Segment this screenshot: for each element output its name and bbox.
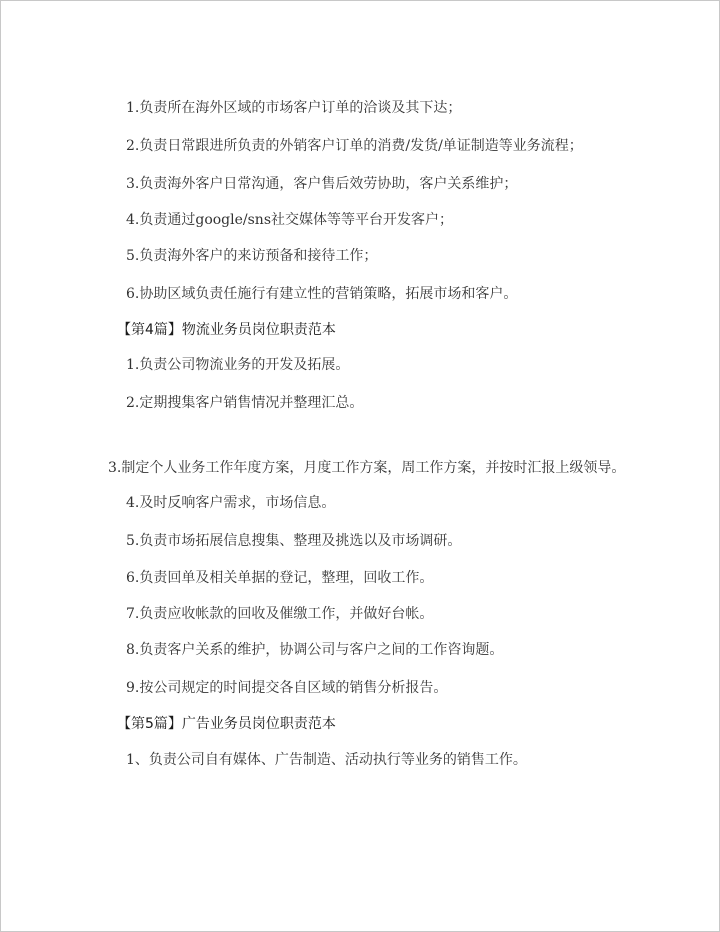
list-item: 4.及时反响客户需求，市场信息。 — [126, 495, 336, 511]
section-heading: 【第5篇】广告业务员岗位职责范本 — [117, 716, 336, 732]
list-item: 5.负责海外客户的来访预备和接待工作； — [126, 248, 378, 264]
list-item: 1、负责公司自有媒体、广告制造、活动执行等业务的销售工作。 — [126, 752, 527, 768]
list-item: 8.负责客户关系的维护，协调公司与客户之间的工作咨询题。 — [126, 642, 504, 658]
list-item: 5.负责市场拓展信息搜集、整理及挑选以及市场调研。 — [126, 533, 462, 549]
list-item: 6.协助区域负责任施行有建立性的营销策略，拓展市场和客户。 — [126, 286, 518, 302]
list-item: 1.负责公司物流业务的开发及拓展。 — [126, 357, 350, 373]
list-item: 3.负责海外客户日常沟通，客户售后效劳协助，客户关系维护； — [126, 176, 518, 192]
list-item: 7.负责应收帐款的回收及催缴工作，并做好台帐。 — [126, 606, 434, 622]
section-heading: 【第4篇】物流业务员岗位职责范本 — [117, 322, 336, 338]
list-item: 6.负责回单及相关单据的登记，整理，回收工作。 — [126, 570, 434, 586]
list-item: 2.负责日常跟进所负责的外销客户订单的消费/发货/单证制造等业务流程； — [126, 138, 583, 154]
list-item: 4.负责通过google/sns社交媒体等等平台开发客户； — [126, 212, 454, 228]
list-item: 3.制定个人业务工作年度方案，月度工作方案，周工作方案，并按时汇报上级领导。 — [108, 460, 626, 476]
list-item: 2.定期搜集客户销售情况并整理汇总。 — [126, 395, 364, 411]
list-item: 9.按公司规定的时间提交各自区域的销售分析报告。 — [126, 680, 448, 696]
list-item: 1.负责所在海外区域的市场客户订单的洽谈及其下达； — [126, 100, 462, 116]
